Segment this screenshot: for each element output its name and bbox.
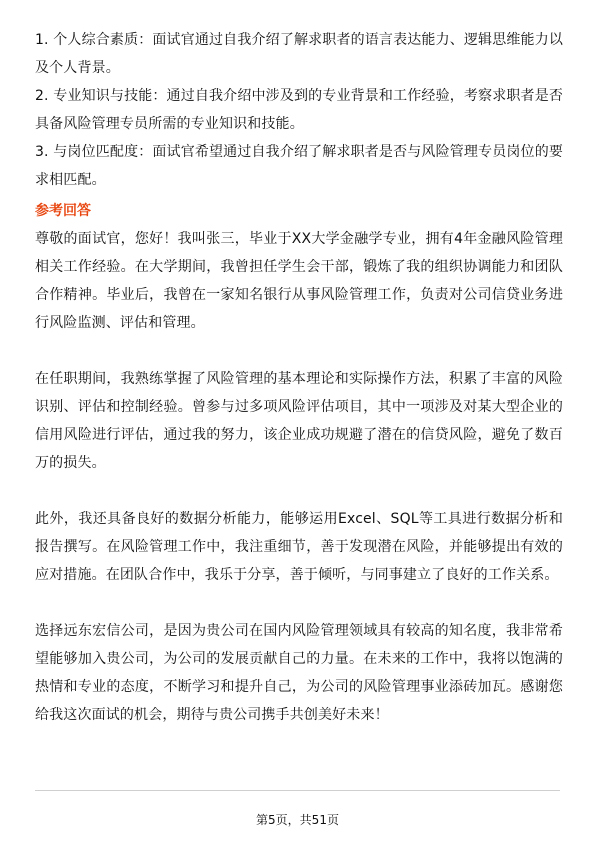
answer-paragraph-4: 选择远东宏信公司，是因为贵公司在国内风险管理领域具有较高的知名度，我非常希望能够加入贵公司，为公司的发展贡献自己的力量。在未来的工作中，我将以饱满的热情和专业的态度，不断学习和提升自己，为公司的风险管理事业添砖加瓦。感谢您给我这次面试的机会，期待与贵公司携手共创美好未来！ [35, 623, 563, 723]
page-number: 第5页，共51页 [256, 813, 339, 827]
paragraph-spacer [35, 477, 563, 505]
criteria-item-2: 2. 专业知识与技能：通过自我介绍中涉及到的专业背景和工作经验，考察求职者是否具备风险管理专员所需的专业知识和技能。 [35, 88, 563, 132]
answer-paragraph-1: 尊敬的面试官，您好！我叫张三，毕业于XX大学金融学专业，拥有4年金融风险管理相关工作经验。在大学期间，我曾担任学生会干部，锻炼了我的组织协调能力和团队合作精神。毕业后，我曾在一家知名银行从事风险管理工作，负责对公司信贷业务进行风险监测、评估和管理。 [35, 231, 563, 331]
paragraph-spacer [35, 589, 563, 617]
criteria-item-3: 3. 与岗位匹配度：面试官希望通过自我介绍了解求职者是否与风险管理专员岗位的要求相匹配。 [35, 144, 563, 188]
footer-divider [35, 790, 560, 791]
criteria-item-1: 1. 个人综合素质：面试官通过自我介绍了解求职者的语言表达能力、逻辑思维能力以及个人背景。 [35, 32, 563, 76]
answer-paragraph-3: 此外，我还具备良好的数据分析能力，能够运用Excel、SQL等工具进行数据分析和报告撰写。在风险管理工作中，我注重细节，善于发现潜在风险，并能够提出有效的应对措施。在团队合作中，我乐于分享，善于倾听，与同事建立了良好的工作关系。 [35, 511, 563, 583]
answer-heading: 参考回答 [35, 203, 91, 219]
answer-paragraph-2: 在任职期间，我熟练掌握了风险管理的基本理论和实际操作方法，积累了丰富的风险识别、评估和控制经验。曾参与过多项风险评估项目，其中一项涉及对某大型企业的信用风险进行评估，通过我的努力，该企业成功规避了潜在的信贷风险，避免了数百万的损失。 [35, 371, 563, 471]
paragraph-spacer [35, 337, 563, 365]
page-content [35, 26, 563, 729]
